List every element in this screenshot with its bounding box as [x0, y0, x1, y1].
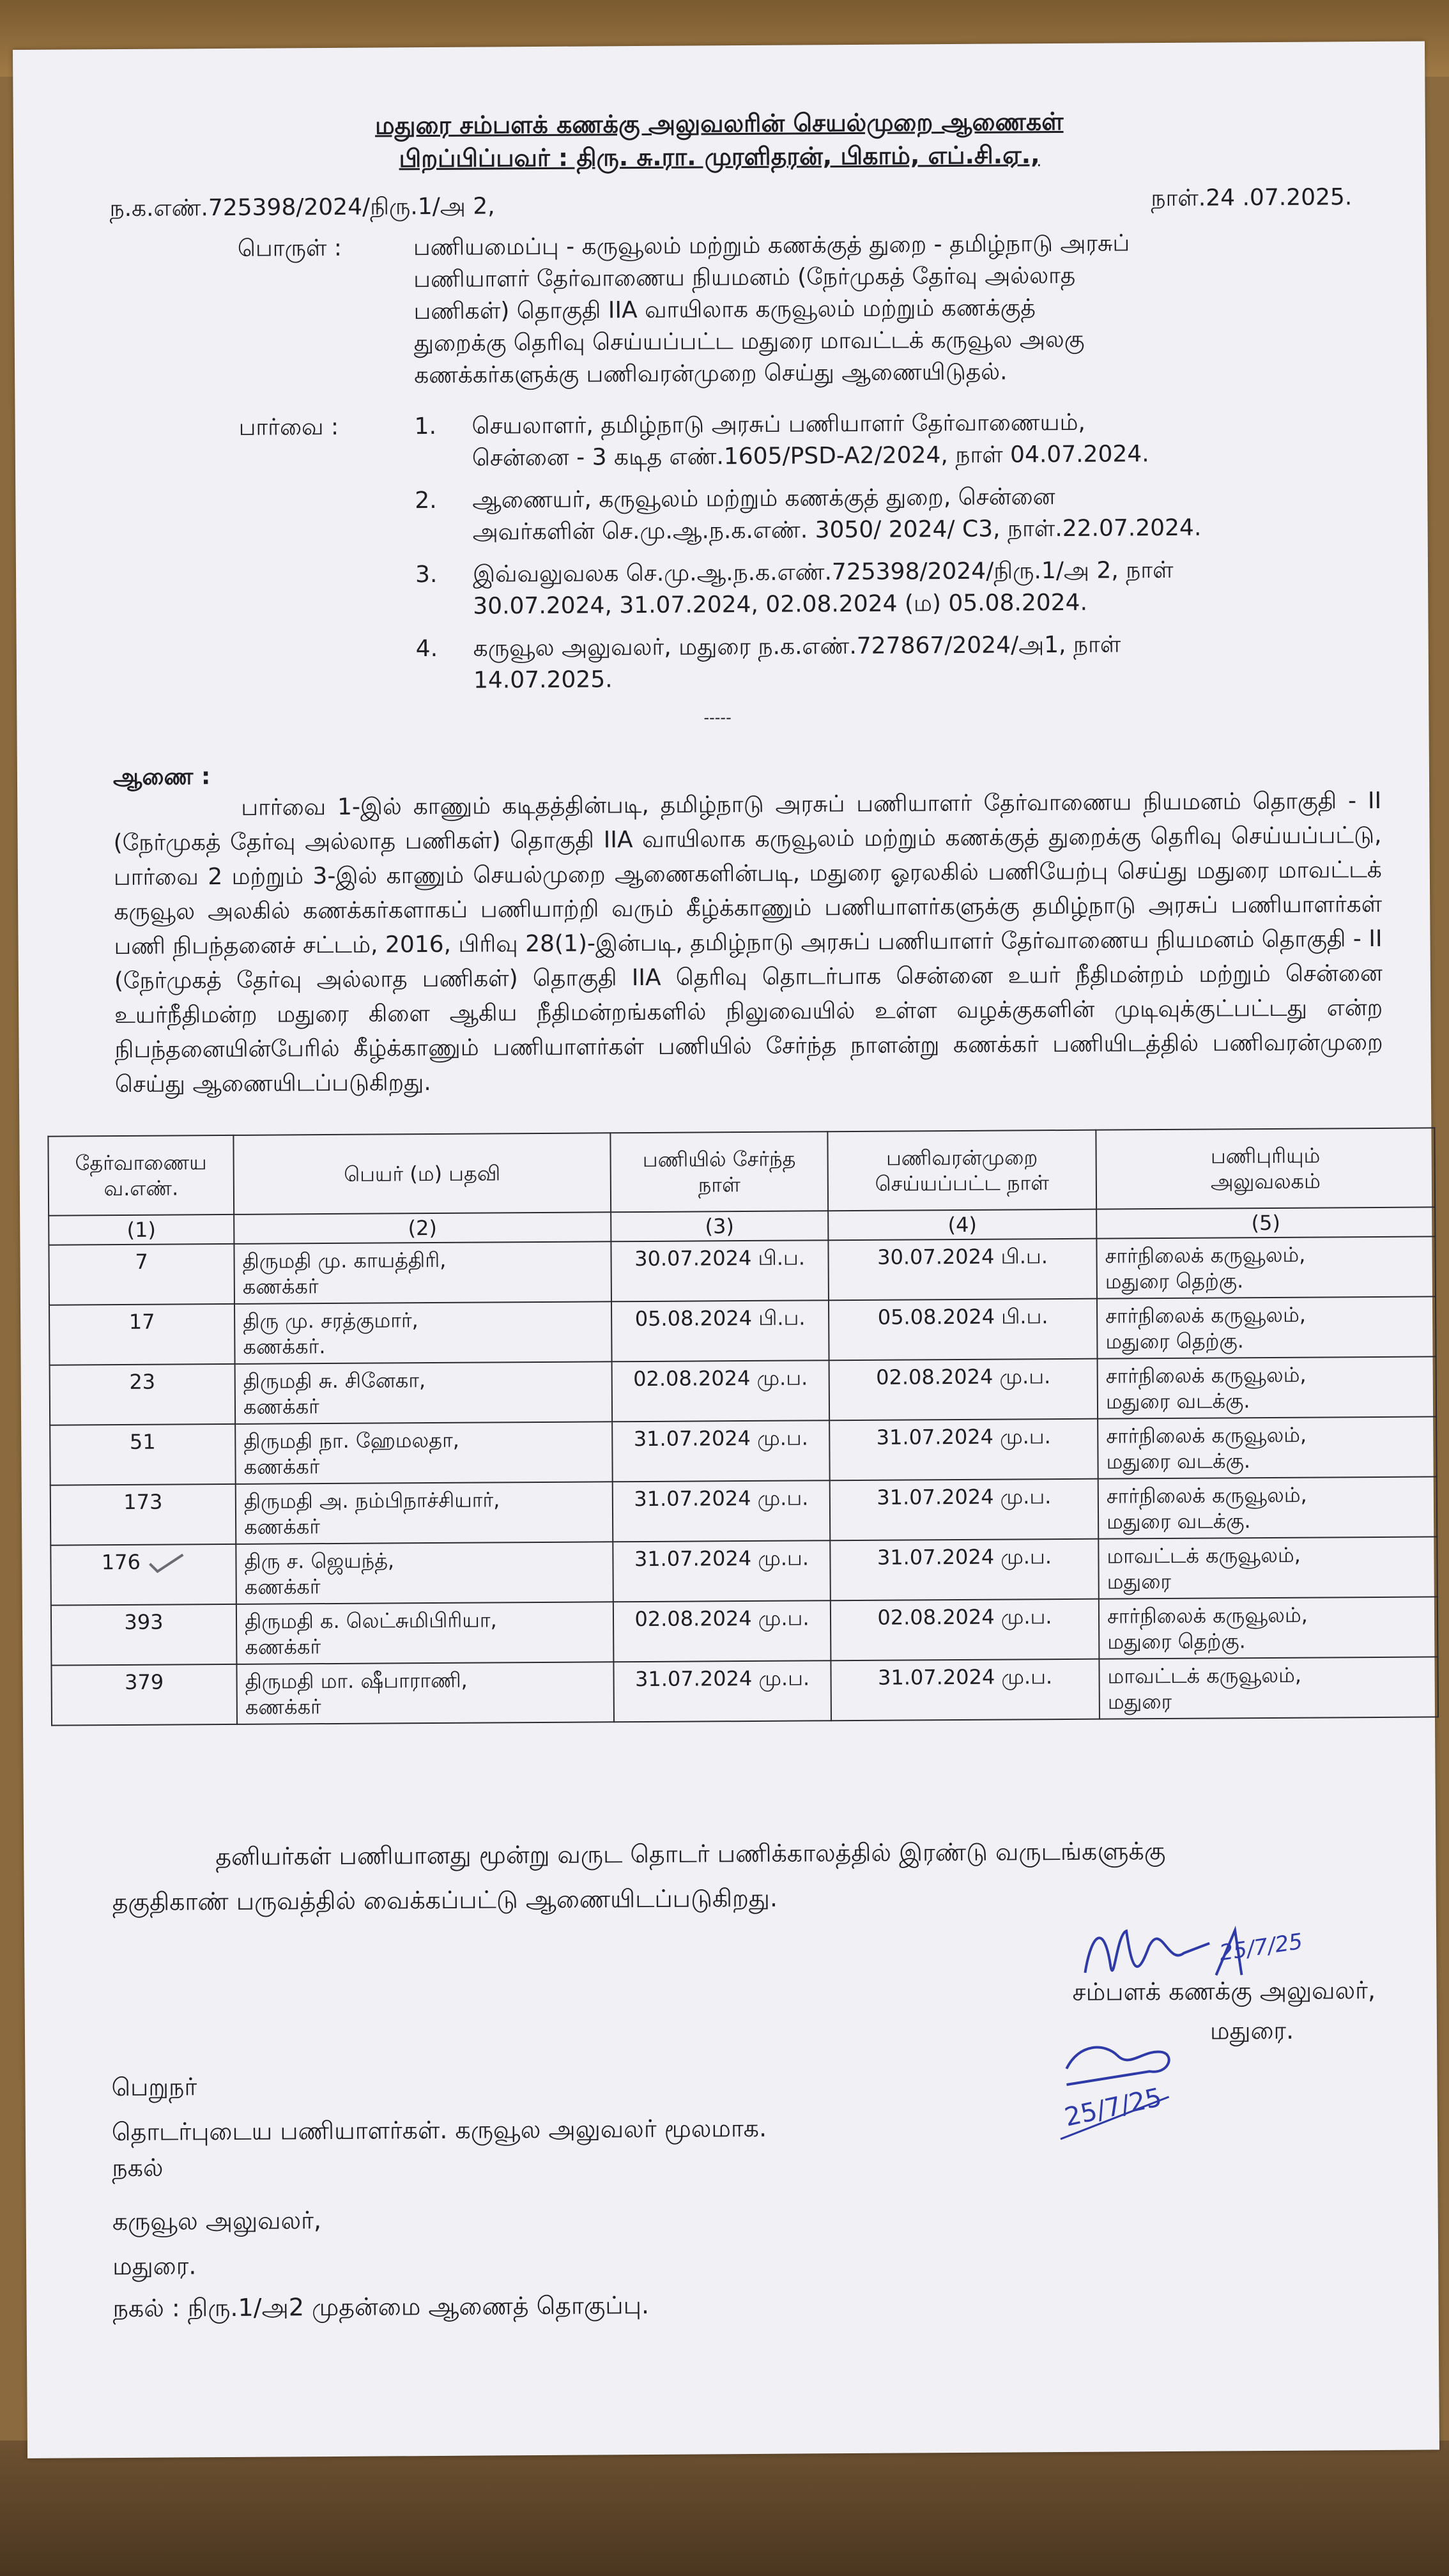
cell-name-post: திருமதி க. லெட்சுமிபிரியா, கணக்கர்	[236, 1602, 614, 1664]
cell-name-post: திருமதி சு. சினேகா, கணக்கர்	[235, 1361, 613, 1424]
cell-joining-date: 31.07.2024 மு.ப.	[612, 1420, 830, 1482]
column-number: (1)	[49, 1215, 234, 1245]
signatory-designation: சம்பளக் கணக்கு அலுவலர்,	[1072, 1976, 1376, 2006]
probation-line: தகுதிகாண் பருவத்தில் வைக்கப்பட்டு ஆணையிடப்படுகிறது.	[112, 1883, 778, 1917]
table-row	[50, 1537, 1438, 1605]
cell-joining-date: 31.07.2024 மு.ப.	[613, 1660, 831, 1722]
cell-regularisation-date: 31.07.2024 மு.ப.	[830, 1539, 1099, 1601]
reference-item-number: 4.	[415, 635, 438, 663]
column-number: (2)	[234, 1212, 611, 1244]
table-row	[49, 1296, 1436, 1365]
cell-name-post: திருமதி மா. ஷீபாராணி, கணக்கர்	[236, 1662, 614, 1724]
order-body: பார்வை 1-இல் காணும் கடிதத்தின்படி, தமிழ்நாடு அரசுப் பணியாளர் தேர்வாணைய நியமனம் தொகுதி - II (நேர்முகத் தேர்வு அல்லாத பணிகள்) தொகுதி IIA வாயிலாக கருவூலம் மற்றும் கணக்குத் துறைக்கு தெரிவு செய்யப்பட்டு, பார்வை 2 மற்றும் 3-இல் காணும் செயல்முறை ஆணைகளின்படி, மதுரை ஓரலகில் பணியேற்பு செய்து மதுரை மாவட்டக் கருவூல அலகில் கணக்கர்களாகப் பணியாற்றி வரும் கீழ்க்காணும் பணியாளர்களுக்கு தமிழ்நாடு அரசுப் பணியாளர்கள் பணி நிபந்தனைச் சட்டம், 2016, பிரிவு 28(1)-இன்படி, தமிழ்நாடு அரசுப் பணியாளர் தேர்வாணைய நியமனம் தொகுதி - II (நேர்முகத் தேர்வு அல்லாத பணிகள்) தொகுதி IIA தெரிவு தொடர்பாக சென்னை உயர் நீதிமன்றம் மற்றும் சென்னை உயர்நீதிமன்ற மதுரை கிளை ஆகிய நீதிமன்றங்களில் நிலுவையில் உள்ள வழக்குகளின் முடிவுக்குட்பட்டது என்ற நிபந்தனையின்பேரில் கீழ்க்காணும் பணியாளர்கள் பணியில் சேர்ந்த நாளன்று கணக்கர் பணியிடத்தில் பணிவரன்முறை செய்து ஆணையிடப்படுகிறது.	[113, 787, 1383, 1098]
subject-label: பொருள் :	[237, 234, 342, 262]
cell-joining-date: 31.07.2024 மு.ப.	[613, 1480, 831, 1542]
subject-line: துறைக்கு தெரிவு செய்யப்பட்ட மதுரை மாவட்டக் கருவூல அலகு	[413, 326, 1085, 357]
cell-name-post: திருமதி அ. நம்பிநாச்சியார், கணக்கர்	[236, 1482, 613, 1544]
cell-office: சார்நிலைக் கருவூலம், மதுரை தெற்கு.	[1099, 1597, 1438, 1659]
cell-regularisation-date: 31.07.2024 மு.ப.	[829, 1419, 1098, 1481]
column-header-name-post: பெயர் (ம) பதவி	[233, 1133, 611, 1215]
cell-regularisation-date: 30.07.2024 பி.ப.	[828, 1239, 1097, 1301]
table-row	[50, 1476, 1438, 1545]
subject-line: பணிகள்) தொகுதி IIA வாயிலாக கருவூலம் மற்றும் கணக்குத்	[413, 295, 1036, 325]
subject-line: பணியாளர் தேர்வாணைய நியமனம் (நேர்முகத் தேர்வு அல்லாத	[413, 262, 1076, 293]
copy-recipient-place: மதுரை.	[112, 2251, 197, 2281]
table-row	[50, 1356, 1437, 1425]
column-header-selection-number: தேர்வாணைய வ.எண்.	[48, 1135, 234, 1216]
order-label: ஆணை :	[112, 763, 211, 791]
cell-joining-date: 02.08.2024 மு.ப.	[613, 1600, 831, 1662]
reference-item-line: செயலாளர், தமிழ்நாடு அரசுப் பணியாளர் தேர்வாணையம்,	[471, 409, 1086, 440]
copy-file: நகல் : நிரு.1/அ2 முதன்மை ஆணைத் தொகுப்பு.	[112, 2290, 650, 2323]
cell-name-post: திருமதி மு. காயத்திரி, கணக்கர்	[234, 1241, 611, 1304]
table-header-row	[48, 1128, 1435, 1215]
desk-background-bottom	[0, 2441, 1449, 2576]
reference-item-line: சென்னை - 3 கடித எண்.1605/PSD-A2/2024, நாள் 04.07.2024.	[471, 441, 1149, 471]
table-row	[51, 1657, 1438, 1725]
column-number: (3)	[611, 1211, 828, 1241]
cell-selection-number: 51	[50, 1424, 236, 1485]
reference-item-line: இவ்வலுவலக செ.மு.ஆ.ந.க.எண்.725398/2024/நிரு.1/அ 2, நாள்	[472, 556, 1174, 588]
cell-regularisation-date: 02.08.2024 மு.ப.	[829, 1359, 1098, 1421]
separator: -----	[703, 709, 732, 727]
table-row	[50, 1416, 1437, 1485]
references-label: பார்வை :	[238, 413, 339, 441]
copy-label: நகல்	[112, 2153, 164, 2182]
cell-joining-date: 02.08.2024 மு.ப.	[612, 1360, 830, 1422]
recipient-label: பெறுநர்	[111, 2073, 197, 2102]
column-number: (5)	[1096, 1207, 1435, 1238]
cell-regularisation-date: 02.08.2024 மு.ப.	[831, 1599, 1100, 1661]
document-page	[13, 41, 1439, 2458]
reference-item-line: கருவூல அலுவலர், மதுரை ந.க.எண்.727867/2024/அ1, நாள்	[473, 631, 1121, 662]
cell-office: சார்நிலைக் கருவூலம், மதுரை வடக்கு.	[1098, 1356, 1437, 1418]
cell-office: சார்நிலைக் கருவூலம், மதுரை தெற்கு.	[1096, 1236, 1436, 1298]
table-row	[51, 1597, 1438, 1665]
cell-joining-date: 05.08.2024 பி.ப.	[611, 1300, 829, 1361]
copy-recipient: கருவூல அலுவலர்,	[112, 2206, 322, 2236]
signature-date: 25/7/25	[1217, 1928, 1305, 1966]
reference-item-line: ஆணையர், கருவூலம் மற்றும் கணக்குத் துறை, சென்னை	[472, 484, 1055, 514]
table-row	[49, 1236, 1436, 1305]
cell-regularisation-date: 31.07.2024 மு.ப.	[830, 1479, 1099, 1541]
probation-line: தனியர்கள் பணியானது மூன்று வருட தொடர் பணிக்காலத்தில் இரண்டு வருடங்களுக்கு	[215, 1837, 1166, 1871]
cell-name-post: திரு ச. ஜெயந்த், கணக்கர்	[236, 1542, 613, 1604]
reference-item-number: 1.	[414, 413, 437, 440]
cell-selection-number: 379	[51, 1664, 237, 1726]
cell-selection-number: 173	[50, 1484, 236, 1545]
cell-name-post: திரு மு. சரத்குமார், கணக்கர்.	[234, 1301, 612, 1364]
cell-office: சார்நிலைக் கருவூலம், மதுரை வடக்கு.	[1098, 1476, 1438, 1538]
checkmark-icon	[147, 1552, 185, 1574]
cell-office: சார்நிலைக் கருவூலம், மதுரை வடக்கு.	[1098, 1416, 1437, 1478]
cell-regularisation-date: 05.08.2024 பி.ப.	[829, 1299, 1098, 1361]
cell-office: சார்நிலைக் கருவூலம், மதுரை தெற்கு.	[1097, 1296, 1436, 1358]
order-date: நாள்.24 .07.2025.	[1151, 184, 1353, 212]
reference-item-line: 30.07.2024, 31.07.2024, 02.08.2024 (ம) 05.08.2024.	[473, 589, 1088, 620]
cell-office: மாவட்டக் கருவூலம், மதுரை	[1099, 1657, 1438, 1719]
cell-selection-number: 393	[51, 1604, 237, 1666]
svg-text:25/7/25: 25/7/25	[1062, 2082, 1165, 2133]
cell-selection-number: 23	[50, 1364, 236, 1425]
cell-regularisation-date: 31.07.2024 மு.ப.	[831, 1659, 1100, 1721]
cell-selection-number: 176	[50, 1544, 236, 1606]
column-header-joining-date: பணியில் சேர்ந்த நாள்	[610, 1131, 828, 1212]
staff-table	[47, 1127, 1439, 1726]
cell-joining-date: 30.07.2024 பி.ப.	[611, 1240, 829, 1301]
reference-item-line: 14.07.2025.	[473, 666, 613, 694]
signatory-place: மதுரை.	[1209, 2016, 1294, 2045]
issuer-line: பிறப்பிப்பவர் : திரு. சு.ரா. முரளிதரன், பிகாம், எப்.சி.ஏ.,	[399, 141, 1040, 173]
reference-number: ந.க.எண்.725398/2024/நிரு.1/அ 2,	[109, 193, 495, 222]
subject-line: கணக்கர்களுக்கு பணிவரன்முறை செய்து ஆணையிடுதல்.	[413, 358, 1008, 389]
column-number: (4)	[828, 1209, 1096, 1241]
cell-selection-number: 17	[49, 1304, 235, 1365]
recipient-text: தொடர்புடைய பணியாளர்கள். கருவூல அலுவலர் மூலமாக.	[111, 2113, 767, 2147]
cell-name-post: திருமதி நா. ஹேமலதா, கணக்கர்	[235, 1422, 613, 1484]
reference-item-number: 2.	[415, 487, 437, 514]
initials-scribble	[1047, 2036, 1195, 2145]
cell-selection-number: 7	[49, 1244, 234, 1305]
column-header-regularisation-date: பணிவரன்முறை செய்யப்பட்ட நாள்	[827, 1130, 1096, 1211]
column-header-office: பணிபுரியும் அலுவலகம்	[1096, 1128, 1435, 1209]
cell-office: மாவட்டக் கருவூலம், மதுரை	[1098, 1537, 1438, 1598]
reference-item-number: 3.	[415, 561, 438, 588]
reference-item-line: அவர்களின் செ.மு.ஆ.ந.க.எண். 3050/ 2024/ C3, நாள்.22.07.2024.	[472, 514, 1202, 546]
cell-joining-date: 31.07.2024 மு.ப.	[613, 1540, 831, 1602]
office-title: மதுரை சம்பளக் கணக்கு அலுவலரின் செயல்முறை ஆணைகள்	[374, 107, 1064, 140]
subject-line: பணியமைப்பு - கருவூலம் மற்றும் கணக்குத் துறை - தமிழ்நாடு அரசுப்	[413, 230, 1130, 261]
